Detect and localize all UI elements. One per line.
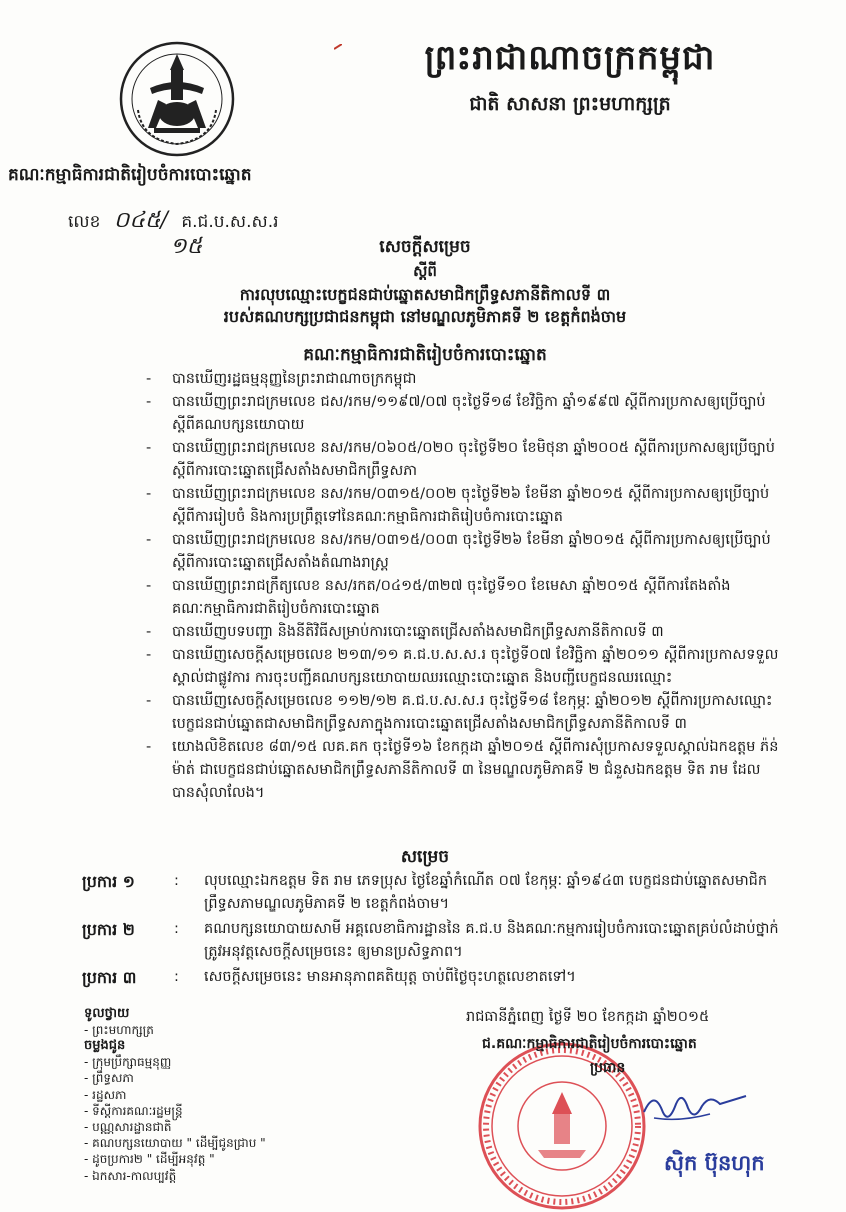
place-and-date: រាជធានីភ្នំពេញ ថ្ងៃទី ២០ ខែកក្កដា ឆ្នាំ២០១៥ (466, 1009, 710, 1025)
reference-number-value: ០៤៥/ (113, 208, 168, 233)
article-3 (82, 966, 792, 989)
preamble-item: - បានឃើញព្រះរាជក្រមលេខ នស/រកម/០៦០៥/០២០ ចុះថ្ងៃទី២០ ខែមិថុនា ឆ្នាំ២០០៥ ស្ដីពីការប្រកាសឲ្យប្រើច្បាប់ស្ដីពីការបោះឆ្នោតជ្រើសតាំងសមាជិកព្រឹទ្ធសភា (146, 437, 786, 483)
article-colon: : (174, 969, 179, 985)
decision-heading: សម្រេច (400, 847, 450, 867)
preamble-item: - បានឃើញព្រះរាជក្រមលេខ នស/រកម/០៣១៥/០០៣ ចុះថ្ងៃទី២៦ ខែមីនា ឆ្នាំ២០១៥ ស្ដីពីការប្រកាសឲ្យប្រើច្បាប់ស្ដីពីការបោះឆ្នោតជ្រើសតាំងតំណាងរាស្ត្រ (146, 529, 786, 575)
recipient-item: - រដ្ឋសភា (84, 1087, 127, 1102)
reference-code: គ.ជ.ប.ស.ស.រ (181, 212, 279, 232)
preamble-item: - បានឃើញព្រះរាជក្រមលេខ ជស/រកម/១១៩៧/០៧ ចុះថ្ងៃទី១៨ ខែវិច្ឆិកា ឆ្នាំ១៩៩៧ ស្ដីពីការប្រកាសឲ្យប្រើច្បាប់ស្ដីពីគណបក្សនយោបាយ (146, 391, 786, 437)
reference-prefix: លេខ (68, 212, 101, 232)
preamble-item: - បានឃើញបទបញ្ជា និងនីតិវិធីសម្រាប់ការបោះឆ្នោតជ្រើសតាំងសមាជិកព្រឹទ្ធសភានីតិកាលទី ៣ (146, 621, 786, 644)
kingdom-title: ព្រះរាជាណាចក្រកម្ពុជា (424, 38, 716, 78)
article-label: ប្រការ ៣ (82, 968, 137, 987)
ink-mark (334, 44, 342, 50)
recipients-copies (84, 1038, 266, 1184)
article-text: សេចក្ដីសម្រេចនេះ មានអានុភាពគតិយុត្ត ចាប់ពីថ្ងៃចុះហត្ថលេខាតទៅ។ (204, 969, 576, 985)
recipient-item: - ព្រះមហាក្សត្រ (84, 1023, 154, 1038)
document-type: សេចក្ដីសម្រេច (379, 237, 471, 257)
article-1 (82, 870, 792, 916)
article-label: ប្រការ ១ (82, 872, 135, 891)
recipients-royal (84, 1006, 154, 1038)
preamble-item: - បានឃើញសេចក្ដីសម្រេចលេខ ២១៣/១១ គ.ជ.ប.ស.ស.រ ចុះថ្ងៃទី០៧ ខែវិច្ឆិកា ឆ្នាំ២០១១ ស្ដីពីការប្រកាសទទួលស្គាល់ជាផ្លូវការ ការចុះបញ្ជីគណបក្សនយោបាយឈរឈ្មោះបោះឆ្នោត និងបញ្ជីបេក្ខជនឈរឈ្មោះ (146, 644, 786, 690)
subject-line-2: របស់គណបក្សប្រជាជនកម្ពុជា នៅមណ្ឌលភូមិភាគទី ២ ខេត្តកំពង់ចាម (223, 307, 627, 326)
reference-year: ១៥ (170, 234, 203, 259)
article-2 (82, 918, 792, 964)
recipient-item: - គណបក្សនយោបាយ " ដើម្បីជូនជ្រាប " (84, 1136, 266, 1151)
preamble-list (146, 368, 786, 805)
recipient-item: - ដូចប្រការ២ " ដើម្បីអនុវត្ត " (84, 1152, 215, 1167)
preamble-item: - បានឃើញរដ្ឋធម្មនុញ្ញនៃព្រះរាជាណាចក្រកម្ពុជា (146, 368, 786, 391)
issuing-organization: គណៈកម្មាធិការជាតិរៀបចំការបោះឆ្នោត (8, 165, 252, 185)
subject-re: ស្ដីពី (413, 262, 437, 280)
preamble-item: - យោងលិខិតលេខ ៨៣/១៥ លគ.គក ចុះថ្ងៃទី១៦ ខែកក្កដា ឆ្នាំ២០១៥ ស្ដីពីការសុំប្រកាសទទួលស្គាល់ឯកឧត្តម ភ៉ន់ ម៉ាត់ ជាបេក្ខជនជាប់ឆ្នោតសមាជិកព្រឹទ្ធសភានីតិកាលទី ៣ នៃមណ្ឌលភូមិភាគទី ២ ជំនួសឯកឧត្តម ទិត រាម ដែលបានសុំលាលែង។ (146, 736, 786, 805)
recipient-item: - ទីស្ដីការគណៈរដ្ឋមន្ត្រី (84, 1103, 183, 1118)
recipient-item: - ឯកសារ-កាលប្បវត្តិ (84, 1168, 177, 1183)
article-text: គណបក្សនយោបាយសាមី អគ្គលេខាធិការដ្ឋាននៃ គ.ជ.ប និងគណៈកម្មការរៀបចំការបោះឆ្នោតគ្រប់លំដាប់ថ្នាក់ ត្រូវអនុវត្តសេចក្ដីសម្រេចនេះ ឲ្យមានប្រសិទ្ធភាព។ (204, 921, 779, 960)
article-colon: : (174, 873, 179, 889)
preamble-item: - បានឃើញព្រះរាជក្រឹត្យលេខ នស/រកត/០៤១៥/៣២៧ ចុះថ្ងៃទី១០ ខែមេសា ឆ្នាំ២០១៥ ស្ដីពីការតែងតាំងគណៈកម្មាធិការជាតិរៀបចំការបោះឆ្នោត (146, 575, 786, 621)
signer-name: ស៊ិក ប៊ុនហុក (664, 1151, 765, 1175)
national-motto: ជាតិ សាសនា ព្រះមហាក្សត្រ (469, 93, 671, 115)
article-colon: : (174, 921, 179, 937)
preamble-item: - បានឃើញសេចក្ដីសម្រេចលេខ ១១២/១២ គ.ជ.ប.ស.ស.រ ចុះថ្ងៃទី១៨ ខែកុម្ភៈ ឆ្នាំ២០១២ ស្ដីពីការប្រកាសឈ្មោះបេក្ខជនជាប់ឆ្នោតជាសមាជិកព្រឹទ្ធសភាក្នុងការបោះឆ្នោតជ្រើសតាំងសមាជិកព្រឹទ្ធសភានីតិកាលទី ៣ (146, 690, 786, 736)
recipient-item: - ក្រុមប្រឹក្សាធម្មនុញ្ញ (84, 1055, 172, 1070)
recipient-item: - បណ្ណសារដ្ឋានជាតិ (84, 1120, 172, 1135)
signer-title: ប្រធាន (590, 1060, 626, 1076)
handwritten-signature (640, 1082, 750, 1132)
recipients-heading: ទូលថ្វាយ (84, 1006, 130, 1021)
recipient-item: - ព្រឹទ្ធសភា (84, 1071, 134, 1086)
ministry-seal-emblem (118, 40, 236, 158)
article-text: លុបឈ្មោះឯកឧត្តម ទិត រាម ភេទប្រុស ថ្ងៃខែឆ្នាំកំណើត ០៧ ខែកុម្ភៈ ឆ្នាំ១៩៤៣ បេក្ខជនជាប់ឆ្នោតសមាជិកព្រឹទ្ធសភាមណ្ឌលភូមិភាគទី ២ ខេត្តកំពង់ចាម។ (204, 873, 768, 912)
issuer-heading: គណៈកម្មាធិការជាតិរៀបចំការបោះឆ្នោត (303, 345, 547, 365)
article-label: ប្រការ ២ (82, 920, 135, 939)
signer-organization: ជ.គណៈកម្មាធិការជាតិរៀបចំការបោះឆ្នោត (482, 1036, 697, 1052)
preamble-item: - បានឃើញព្រះរាជក្រមលេខ នស/រកម/០៣១៥/០០២ ចុះថ្ងៃទី២៦ ខែមីនា ឆ្នាំ២០១៥ ស្ដីពីការប្រកាសឲ្យប្រើច្បាប់ស្ដីពីការរៀបចំ និងការប្រព្រឹត្តទៅនៃគណៈកម្មាធិការជាតិរៀបចំការបោះឆ្នោត (146, 483, 786, 529)
subject-line-1: ការលុបឈ្មោះបេក្ខជនជាប់ឆ្នោតសមាជិកព្រឹទ្ធសភានីតិកាលទី ៣ (239, 285, 611, 304)
recipients-heading: ចម្លងជូន (84, 1038, 126, 1053)
